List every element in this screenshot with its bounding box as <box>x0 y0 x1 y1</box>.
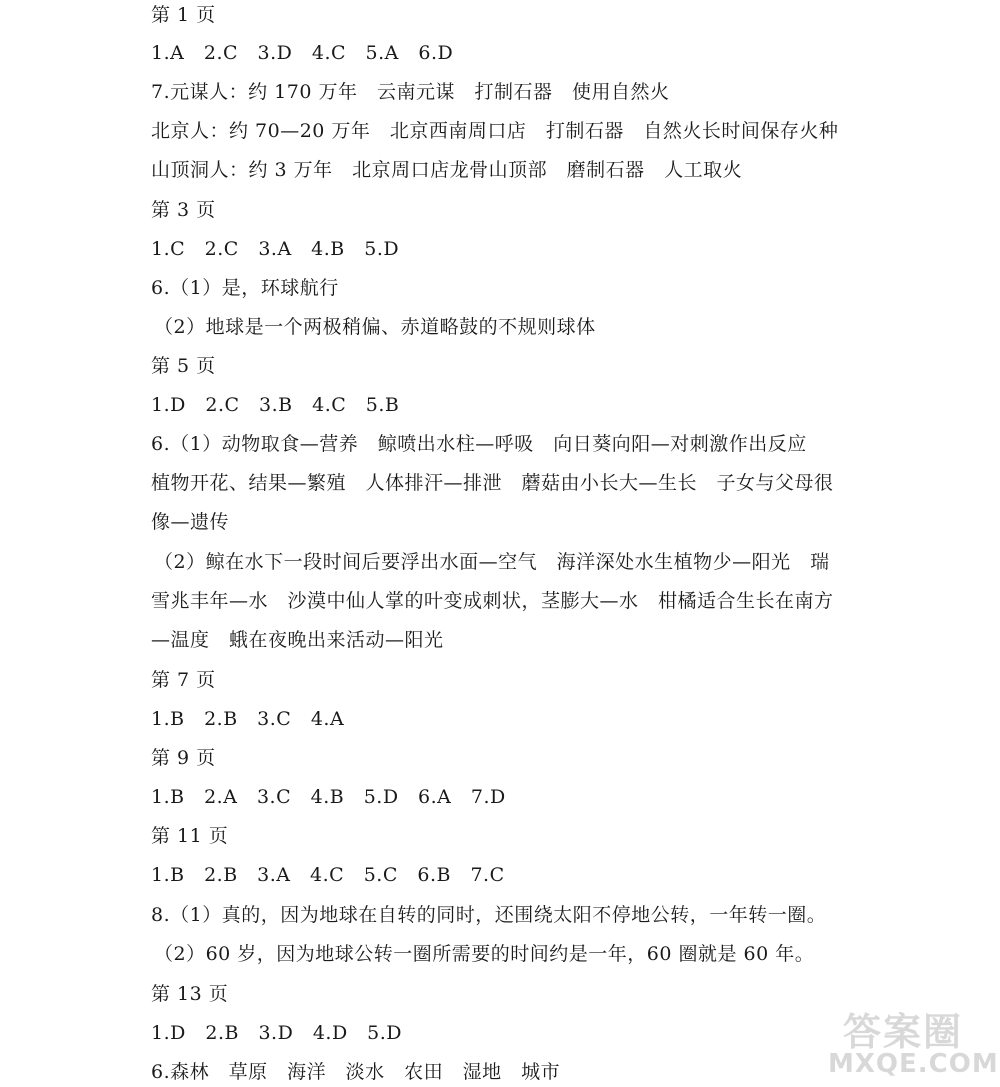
answer-line: 6.森林 草原 海洋 淡水 农田 湿地 城市 <box>151 1061 561 1083</box>
answer-line: 1.B 2.B 3.A 4.C 5.C 6.B 7.C <box>151 864 505 886</box>
answer-line: 北京人：约 70—20 万年 北京西南周口店 打制石器 自然火长时间保存火种 <box>151 120 839 142</box>
page-heading-9: 第 9 页 <box>151 747 216 769</box>
answer-line: （2）地球是一个两极稍偏、赤道略鼓的不规则球体 <box>154 316 596 338</box>
site-watermark <box>828 1001 999 1081</box>
answer-line: 8.（1）真的，因为地球在自转的同时，还围绕太阳不停地公转，一年转一圈。 <box>151 904 827 926</box>
page-heading-13: 第 13 页 <box>151 983 229 1005</box>
answer-line: 1.B 2.A 3.C 4.B 5.D 6.A 7.D <box>151 786 506 808</box>
answer-line: 山顶洞人：约 3 万年 北京周口店龙骨山顶部 磨制石器 人工取火 <box>151 159 743 181</box>
answer-line: 1.B 2.B 3.C 4.A <box>151 708 345 730</box>
page-heading-7: 第 7 页 <box>151 669 216 691</box>
watermark-domain-text: MXQE.COM <box>828 1049 999 1079</box>
answer-line: 6.（1）是，环球航行 <box>151 277 339 299</box>
answer-line: 雪兆丰年—水 沙漠中仙人掌的叶变成刺状，茎膨大—水 柑橘适合生长在南方 <box>151 590 834 612</box>
answer-line: —温度 蛾在夜晚出来活动—阳光 <box>151 629 444 651</box>
page-heading-3: 第 3 页 <box>151 199 216 221</box>
answer-line: （2）60 岁，因为地球公转一圈所需要的时间约是一年，60 圈就是 60 年。 <box>154 943 815 965</box>
answer-line: 6.（1）动物取食—营养 鲸喷出水柱—呼吸 向日葵向阳—对刺激作出反应 <box>151 433 807 455</box>
answer-line: 7.元谋人：约 170 万年 云南元谋 打制石器 使用自然火 <box>151 81 670 103</box>
answer-line: 植物开花、结果—繁殖 人体排汗—排泄 蘑菇由小长大—生长 子女与父母很 <box>151 472 834 494</box>
answer-line: 1.C 2.C 3.A 4.B 5.D <box>151 238 400 260</box>
answer-line: 1.A 2.C 3.D 4.C 5.A 6.D <box>151 42 454 64</box>
answer-line: 像—遗传 <box>151 511 230 533</box>
answer-line: （2）鲸在水下一段时间后要浮出水面—空气 海洋深处水生植物少—阳光 瑞 <box>154 551 830 573</box>
page-heading-5: 第 5 页 <box>151 355 216 377</box>
page-heading-1: 第 1 页 <box>151 4 216 26</box>
watermark-logo-text: 答案圈 <box>842 1010 963 1054</box>
answer-line: 1.D 2.C 3.B 4.C 5.B <box>151 394 400 416</box>
page-heading-11: 第 11 页 <box>151 825 229 847</box>
answer-line: 1.D 2.B 3.D 4.D 5.D <box>151 1022 403 1044</box>
